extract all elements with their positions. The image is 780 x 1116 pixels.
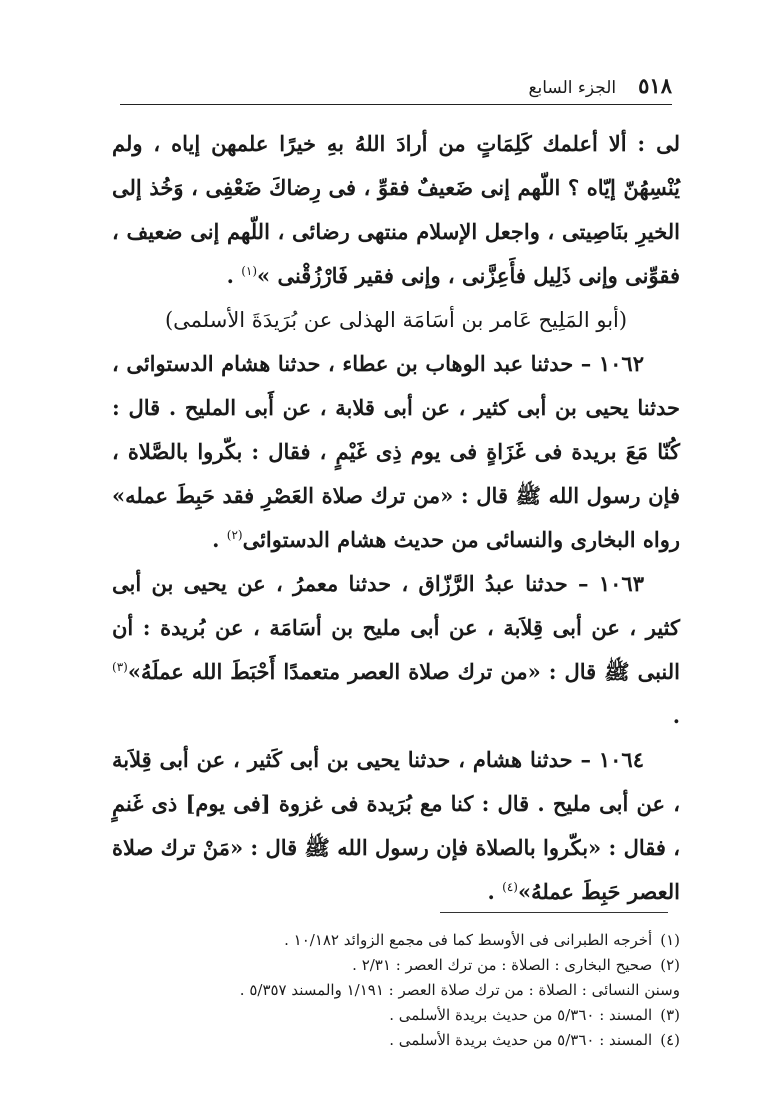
footnote-3: (٣)المسند : ٥/٣٦٠ من حديث بريدة الأسلمى . xyxy=(389,1006,680,1024)
footnotes xyxy=(112,928,680,1053)
paragraph-intro: لى : ألا أعلمك كَلِمَاتٍ من أرادَ اللهُ بهِ خيرًا علمهن إياه ، ولم يُنْسِهُنّ إيّاه ؟ اللّهم إنى ضَعيفٌ فقوِّ ، فى رِضاكَ ضَعْفِى ، وَخُذ إلى الخيرِ بنَاصِيتى ، واجعل الإسلام منتهى رضائى ، اللّهم إنى ضعيف ، فقوِّنى وإنى ذَلِيل فأَعِزَّنى ، وإنى فقير فَارْزُقْنى »$^{(١)}$ . xyxy=(112,131,680,288)
footnote-4: (٤)المسند : ٥/٣٦٠ من حديث بريدة الأسلمى . xyxy=(389,1031,680,1049)
page-number: ٥١٨ xyxy=(638,73,672,98)
hadith-1063: ١٠٦٣ – حدثنا عبدُ الرَّزّاق ، حدثنا معمرُ ، عن يحيى بن أبى كثير ، عن أبى قِلاَبة ، عن أبى مليح بن أسَامَة ، عن بُريدة : أن النبى ﷺ قال : «من ترك صلاة العصر متعمدًا أَحْبَطَ الله عملَهُ»$^{(٣)}$ . xyxy=(112,571,680,728)
hadith-1064: ١٠٦٤ – حدثنا هشام ، حدثنا يحيى بن أبى كَثير ، عن أبى قِلاَبة ، عن أبى مليح . قال : كنا مع بُرَيدة فى غزوة [فى يوم] ذى غَنمٍ ، فقال : «بكّروا بالصلاة فإن رسول الله ﷺ قال : «مَنْ ترك صلاة العصر حَبِطَ عملهُ»$^{(٤)}$ . xyxy=(112,747,680,904)
footnote-1: (١)أخرجه الطبرانى فى الأوسط كما فى مجمع الزوائد ١٠/١٨٢ . xyxy=(284,931,680,949)
hadith-1062: ١٠٦٢ – حدثنا عبد الوهاب بن عطاء ، حدثنا هشام الدستوائى ، حدثنا يحيى بن أبى كثير ، عن أبى قلابة ، عن أَبى المليح . قال : كُنّا مَعَ بريدة فى غَزَاةٍ فى يوم ذِى غَيْمٍ ، فقال : بكّروا بالصَّلاة ، فإن رسول الله ﷺ قال : «من ترك صلاة العَصْرِ فقد حَبِطَ عمله» رواه البخارى والنسائى من حديث هشام الدستوائى$^{(٢)}$ . xyxy=(112,351,680,552)
footnote-2: (٢)صحيح البخارى : الصلاة : من ترك العصر : ٢/٣١ . xyxy=(352,956,680,974)
section-heading: (أبو المَلِيح عَامر بن أسَامَة الهذلى عن بُرَيدَةَ الأسلمى) xyxy=(164,308,628,332)
page-header xyxy=(120,58,672,105)
footnote-divider xyxy=(440,912,668,913)
running-title: الجزء السابع xyxy=(528,78,617,98)
main-text xyxy=(112,122,680,914)
footnote-2-continued: وسنن النسائى : الصلاة : من ترك صلاة العصر : ١/١٩١ والمسند ٥/٣٥٧ . xyxy=(239,981,680,999)
